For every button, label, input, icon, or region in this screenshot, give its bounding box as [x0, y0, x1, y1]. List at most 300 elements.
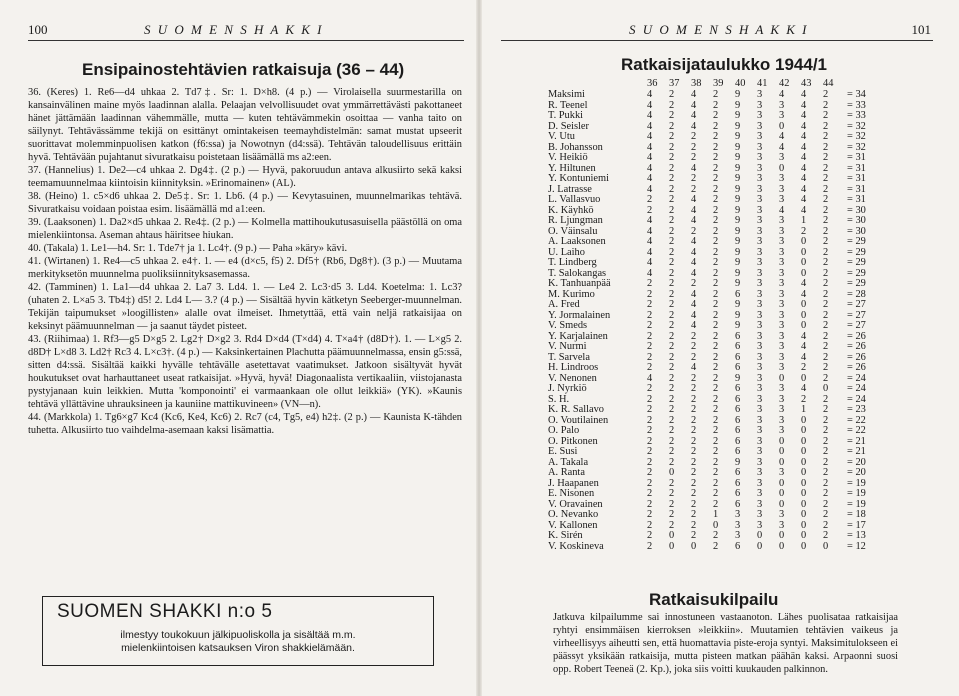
solver-name: J. Haapanen — [548, 477, 599, 489]
score-cell: 2 — [669, 267, 675, 279]
score-total: = 29 — [847, 236, 866, 247]
solver-name: V. Heikiö — [548, 152, 588, 163]
score-cell: 4 — [647, 110, 653, 121]
table-row — [548, 426, 907, 437]
score-cell: 3 — [779, 414, 785, 426]
next-issue-line-1: ilmestyy toukokuun jälkipuoliskolla ja sisältää m.m. — [120, 629, 356, 641]
score-cell: 2 — [691, 152, 697, 163]
score-cell: 2 — [823, 425, 829, 436]
score-cell: 0 — [801, 246, 807, 258]
score-cell: 2 — [647, 456, 653, 468]
score-cell: 2 — [669, 236, 675, 247]
score-cell: 2 — [713, 173, 719, 184]
right-head-title: S U O M E N S H A K K I — [629, 22, 809, 37]
score-cell: 2 — [713, 225, 719, 237]
score-cell: 2 — [713, 257, 719, 268]
score-cell: 2 — [669, 288, 675, 300]
score-cell: 2 — [823, 435, 829, 447]
solver-name: O. Väinsalu — [548, 225, 598, 237]
solution-paragraph: 36. (Keres) 1. Re6—d4 uhkaa 2. Td7‡. Sr: 1. D×h8. (4 p.) — Virolaisella suurmestarilla on kansainvälinen maine myös laadinnan alalla. Pelaajan velvollisuudet ovat ymmärrettävästi pakottaneet hänet jättämään laadinnan vähemmälle, mutta — kuten tehtävämmekin osoittaa — vanha taito on säilynyt. Tehtävässämme tekijä on esittänyt omintakeisen teemayhdistelmän: samat mustat upseerit suorittavat molemminpuolisen katkon (f6:ssa) ja Nowotnyn (d4:ssä). Tehtävän taloudellisuus erittäin hyvä. Tehtävään pujahtanut sivuratkaisu poistetaan lisäämällä ms a2:een. — [28, 87, 462, 163]
score-cell: 0 — [801, 257, 807, 268]
score-cell: 0 — [779, 540, 785, 552]
score-total: = 32 — [847, 141, 866, 153]
score-total: = 20 — [847, 467, 866, 478]
score-cell: 4 — [647, 131, 653, 142]
score-cell: 4 — [691, 204, 697, 216]
score-cell: 2 — [823, 372, 829, 384]
solver-name: H. Lindroos — [548, 362, 599, 373]
score-cell: 2 — [647, 393, 653, 405]
score-total: = 27 — [847, 320, 866, 331]
score-total: = 26 — [847, 330, 866, 342]
score-cell: 9 — [735, 257, 741, 268]
score-cell: 9 — [735, 89, 741, 100]
score-cell: 2 — [669, 131, 675, 142]
score-cell: 2 — [823, 120, 829, 132]
score-cell: 0 — [801, 236, 807, 247]
score-cell: 2 — [823, 330, 829, 342]
score-cell: 2 — [823, 204, 829, 216]
score-cell: 2 — [713, 425, 719, 436]
solver-name: A. Laaksonen — [548, 236, 606, 247]
score-cell: 2 — [669, 425, 675, 436]
score-cell: 2 — [823, 173, 829, 184]
score-cell: 3 — [757, 225, 763, 237]
score-cell: 2 — [713, 330, 719, 342]
score-cell: 0 — [801, 414, 807, 426]
score-cell: 1 — [801, 404, 807, 415]
score-cell: 2 — [823, 362, 829, 373]
table-row — [548, 195, 907, 206]
score-cell: 2 — [713, 309, 719, 321]
score-cell: 3 — [757, 120, 763, 132]
score-cell: 9 — [735, 183, 741, 195]
score-cell: 2 — [823, 131, 829, 142]
score-cell: 0 — [823, 383, 829, 394]
scores-table — [548, 78, 907, 552]
score-cell: 2 — [669, 257, 675, 268]
score-cell: 2 — [823, 456, 829, 468]
score-cell: 9 — [735, 99, 741, 111]
score-cell: 2 — [713, 498, 719, 510]
score-cell: 2 — [669, 194, 675, 205]
solver-name: V. Oravainen — [548, 498, 603, 510]
score-cell: 2 — [713, 162, 719, 174]
score-cell: 9 — [735, 131, 741, 142]
solver-name: U. Laiho — [548, 246, 585, 258]
score-cell: 2 — [713, 446, 719, 457]
score-cell: 3 — [757, 425, 763, 436]
score-cell: 2 — [801, 362, 807, 373]
score-cell: 4 — [647, 162, 653, 174]
solver-name: K. Käyhkö — [548, 204, 594, 216]
table-row — [548, 510, 907, 521]
score-cell: 4 — [801, 288, 807, 300]
score-cell: 2 — [823, 110, 829, 121]
score-cell: 3 — [779, 267, 785, 279]
score-cell: 2 — [669, 309, 675, 321]
left-head-rule — [28, 40, 464, 41]
score-cell: 3 — [779, 425, 785, 436]
score-cell: 2 — [713, 215, 719, 226]
solver-name: S. H. — [548, 393, 570, 405]
score-cell: 2 — [669, 89, 675, 100]
score-cell: 2 — [713, 435, 719, 447]
score-cell: 9 — [735, 278, 741, 289]
score-cell: 6 — [735, 288, 741, 300]
column-header: 40 — [735, 77, 746, 89]
score-cell: 2 — [691, 488, 697, 499]
score-cell: 0 — [757, 530, 763, 541]
table-row — [548, 447, 907, 458]
score-cell: 3 — [757, 141, 763, 153]
score-cell: 0 — [779, 435, 785, 447]
solver-name: E. Susi — [548, 446, 578, 457]
score-total: = 29 — [847, 278, 866, 289]
score-total: = 31 — [847, 162, 866, 174]
score-cell: 2 — [713, 183, 719, 195]
score-cell: 0 — [801, 467, 807, 478]
solution-paragraph: 39. (Laaksonen) 1. Da2×d5 uhkaa 2. Re4‡. (2 p.) — Kolmella mattihoukutusasuisella päästöllä on oma mielenkiintonsa. Aseman ahtaus häiritsee hiukan. — [28, 217, 462, 241]
score-cell: 2 — [669, 372, 675, 384]
score-cell: 2 — [823, 519, 829, 531]
score-cell: 4 — [801, 183, 807, 195]
score-cell: 2 — [691, 509, 697, 520]
score-cell: 2 — [823, 498, 829, 510]
score-cell: 4 — [691, 257, 697, 268]
left-running-head — [28, 22, 462, 40]
score-cell: 1 — [801, 215, 807, 226]
score-cell: 2 — [669, 225, 675, 237]
score-cell: 2 — [713, 414, 719, 426]
score-cell: 1 — [713, 509, 719, 520]
score-cell: 2 — [823, 393, 829, 405]
next-issue-line-2: mielenkiintoisen katsauksen Viron shakkielämään. — [121, 642, 355, 654]
score-cell: 2 — [691, 131, 697, 142]
solver-name: A. Fred — [548, 299, 580, 310]
score-cell: 6 — [735, 488, 741, 499]
score-cell: 0 — [779, 120, 785, 132]
solver-name: J. Latrasse — [548, 183, 592, 195]
score-cell: 0 — [779, 446, 785, 457]
table-row — [548, 174, 907, 185]
score-cell: 3 — [735, 509, 741, 520]
score-cell: 2 — [669, 246, 675, 258]
score-cell: 2 — [713, 351, 719, 363]
score-total: = 29 — [847, 267, 866, 279]
score-cell: 2 — [647, 351, 653, 363]
score-cell: 0 — [779, 372, 785, 384]
solver-name: K. R. Sallavo — [548, 404, 604, 415]
score-cell: 2 — [647, 435, 653, 447]
score-cell: 4 — [801, 89, 807, 100]
score-cell: 2 — [669, 351, 675, 363]
score-cell: 2 — [647, 309, 653, 321]
score-cell: 3 — [779, 383, 785, 394]
score-cell: 0 — [801, 519, 807, 531]
table-row — [548, 132, 907, 143]
score-cell: 2 — [669, 519, 675, 531]
score-cell: 0 — [757, 540, 763, 552]
score-cell: 3 — [757, 446, 763, 457]
score-cell: 2 — [691, 435, 697, 447]
next-issue-title: SUOMEN SHAKKI n:o 5 — [57, 601, 273, 622]
score-cell: 3 — [757, 320, 763, 331]
score-cell: 3 — [757, 414, 763, 426]
score-total: = 19 — [847, 477, 866, 489]
score-cell: 4 — [691, 236, 697, 247]
score-cell: 0 — [801, 309, 807, 321]
table-row — [548, 489, 907, 500]
score-cell: 3 — [779, 320, 785, 331]
score-cell: 2 — [647, 477, 653, 489]
score-cell: 0 — [801, 488, 807, 499]
score-cell: 3 — [757, 131, 763, 142]
solver-name: O. Pitkonen — [548, 435, 598, 447]
solution-paragraph: 44. (Markkola) 1. Tg6×g7 Kc4 (Kc6, Ke4, Kc6) 2. Rc7 (c4, Tg5, e4) h2‡. (2 p.) — Kaunista K-tähden tuhetta. Alkusiirto tuo vaihdelma-asemaan kaksi lisämattia. — [28, 412, 462, 436]
score-cell: 3 — [779, 183, 785, 195]
score-cell: 2 — [713, 477, 719, 489]
score-cell: 2 — [713, 530, 719, 541]
score-cell: 0 — [669, 540, 675, 552]
score-cell: 2 — [647, 299, 653, 310]
solver-name: J. Nyrkiö — [548, 383, 587, 394]
score-cell: 3 — [757, 488, 763, 499]
score-cell: 2 — [669, 435, 675, 447]
score-cell: 2 — [647, 530, 653, 541]
solver-name: A. Takala — [548, 456, 589, 468]
score-cell: 3 — [757, 278, 763, 289]
closing-text: Jatkuva kilpailumme sai innostuneen vastaanoton. Lähes puolisataa ratkaisijaa ryhtyi ensimmäisen kierroksen »leikkiin». Muutamien tehtävien vaikeus ja virheellisyys aiheutti sen, että huomattavia piste-eroja syntyi. Maksimitulokseen ei päässyt yksikään ratkaisija, mutta pisteen matkan päähän kaksi. Arpaonni suosi opp. Robert Teeneä (2. Kp.), joka siis voitti kuukauden palkinnon. — [553, 612, 898, 675]
score-cell: 2 — [647, 498, 653, 510]
score-cell: 2 — [823, 446, 829, 457]
score-cell: 2 — [713, 204, 719, 216]
score-cell: 3 — [757, 267, 763, 279]
score-total: = 22 — [847, 425, 866, 436]
score-cell: 6 — [735, 341, 741, 352]
solver-name: V. Koskineva — [548, 540, 604, 552]
solver-name: V. Smeds — [548, 320, 588, 331]
score-cell: 2 — [823, 351, 829, 363]
score-cell: 2 — [823, 215, 829, 226]
score-cell: 4 — [647, 372, 653, 384]
score-cell: 3 — [757, 299, 763, 310]
score-cell: 2 — [669, 414, 675, 426]
score-cell: 2 — [713, 372, 719, 384]
column-header: 38 — [691, 77, 702, 89]
score-cell: 9 — [735, 194, 741, 205]
score-total: = 24 — [847, 383, 866, 394]
solver-name: B. Johansson — [548, 141, 603, 153]
score-cell: 3 — [779, 509, 785, 520]
solution-paragraph: 38. (Heino) 1. c5×d6 uhkaa 2. De5‡. Sr: 1. Lb6. (4 p.) — Kevytasuinen, muunnelmarikas tehtävä. Sivuratkaisu voidaan poistaa esim. lisäämällä md a1:een. — [28, 191, 462, 215]
score-cell: 4 — [691, 194, 697, 205]
score-cell: 2 — [647, 425, 653, 436]
score-cell: 2 — [713, 152, 719, 163]
table-row — [548, 384, 907, 395]
score-cell: 2 — [647, 320, 653, 331]
score-cell: 2 — [823, 530, 829, 541]
score-cell: 4 — [801, 341, 807, 352]
score-cell: 0 — [823, 540, 829, 552]
solver-name: Y. Kontuniemi — [548, 173, 609, 184]
left-page-number: 100 — [28, 22, 48, 37]
score-cell: 4 — [691, 215, 697, 226]
left-head-title: S U O M E N S H A K K I — [144, 22, 324, 37]
score-cell: 0 — [801, 498, 807, 510]
score-cell: 2 — [823, 477, 829, 489]
score-cell: 4 — [647, 225, 653, 237]
next-issue-text — [43, 629, 433, 655]
score-cell: 6 — [735, 435, 741, 447]
score-cell: 2 — [823, 288, 829, 300]
score-cell: 3 — [757, 152, 763, 163]
score-cell: 2 — [801, 393, 807, 405]
score-cell: 2 — [691, 530, 697, 541]
table-row — [548, 153, 907, 164]
score-cell: 6 — [735, 540, 741, 552]
score-cell: 6 — [735, 467, 741, 478]
column-header: 37 — [669, 77, 680, 89]
score-cell: 2 — [669, 320, 675, 331]
score-cell: 3 — [735, 530, 741, 541]
score-cell: 3 — [757, 288, 763, 300]
score-cell: 3 — [757, 173, 763, 184]
score-cell: 3 — [757, 372, 763, 384]
score-cell: 2 — [823, 414, 829, 426]
score-cell: 2 — [647, 488, 653, 499]
column-header: 39 — [713, 77, 724, 89]
score-total: = 24 — [847, 393, 866, 405]
score-cell: 2 — [647, 383, 653, 394]
score-cell: 4 — [801, 173, 807, 184]
score-cell: 4 — [801, 99, 807, 111]
score-cell: 2 — [691, 141, 697, 153]
score-cell: 2 — [691, 414, 697, 426]
score-cell: 2 — [647, 278, 653, 289]
score-cell: 2 — [669, 362, 675, 373]
table-row — [548, 216, 907, 227]
section-title: Ensipainostehtävien ratkaisuja (36 – 44) — [82, 60, 405, 79]
score-total: = 28 — [847, 288, 866, 300]
closing-title: Ratkaisukilpailu — [649, 590, 779, 609]
solver-name: R. Teenel — [548, 99, 588, 111]
score-cell: 0 — [779, 488, 785, 499]
score-cell: 0 — [801, 456, 807, 468]
score-total: = 21 — [847, 435, 866, 447]
score-cell: 2 — [669, 162, 675, 174]
right-page-number: 101 — [911, 22, 931, 37]
score-cell: 4 — [691, 110, 697, 121]
score-total: = 31 — [847, 173, 866, 184]
score-cell: 3 — [779, 467, 785, 478]
score-cell: 2 — [691, 498, 697, 510]
score-cell: 6 — [735, 404, 741, 415]
score-total: = 21 — [847, 446, 866, 457]
score-total: = 22 — [847, 414, 866, 426]
score-cell: 2 — [823, 467, 829, 478]
score-cell: 4 — [691, 267, 697, 279]
table-row — [548, 321, 907, 332]
score-cell: 3 — [779, 257, 785, 268]
score-cell: 2 — [691, 519, 697, 531]
score-cell: 2 — [669, 299, 675, 310]
score-cell: 2 — [713, 236, 719, 247]
score-cell: 6 — [735, 383, 741, 394]
score-cell: 3 — [757, 89, 763, 100]
score-cell: 0 — [801, 299, 807, 310]
score-cell: 3 — [735, 519, 741, 531]
score-cell: 2 — [713, 288, 719, 300]
score-cell: 2 — [669, 341, 675, 352]
score-cell: 3 — [779, 288, 785, 300]
table-row — [548, 237, 907, 248]
score-cell: 3 — [779, 278, 785, 289]
score-total: = 12 — [847, 540, 866, 552]
score-cell: 2 — [713, 131, 719, 142]
score-cell: 2 — [669, 456, 675, 468]
score-cell: 2 — [713, 540, 719, 552]
score-cell: 9 — [735, 225, 741, 237]
score-cell: 3 — [757, 236, 763, 247]
solver-name: O. Voutilainen — [548, 414, 609, 426]
solver-name: V. Nenonen — [548, 372, 597, 384]
score-cell: 3 — [779, 519, 785, 531]
score-cell: 0 — [779, 477, 785, 489]
score-total: = 34 — [847, 89, 866, 100]
score-cell: 2 — [669, 404, 675, 415]
solver-name: K. Sirén — [548, 530, 583, 541]
right-page — [481, 0, 959, 696]
score-cell: 0 — [779, 498, 785, 510]
score-cell: 3 — [757, 362, 763, 373]
score-cell: 3 — [757, 519, 763, 531]
score-cell: 2 — [647, 288, 653, 300]
solver-name: T. Pukki — [548, 110, 584, 121]
score-cell: 0 — [691, 540, 697, 552]
score-cell: 2 — [713, 141, 719, 153]
score-cell: 0 — [801, 446, 807, 457]
score-cell: 2 — [691, 351, 697, 363]
score-cell: 2 — [691, 477, 697, 489]
solver-name: O. Palo — [548, 425, 580, 436]
score-total: = 19 — [847, 488, 866, 499]
score-cell: 0 — [779, 162, 785, 174]
score-cell: 4 — [691, 288, 697, 300]
score-cell: 4 — [647, 99, 653, 111]
score-cell: 3 — [757, 404, 763, 415]
score-total: = 26 — [847, 362, 866, 373]
score-cell: 2 — [823, 267, 829, 279]
score-cell: 4 — [691, 299, 697, 310]
score-cell: 2 — [713, 267, 719, 279]
score-total: = 32 — [847, 131, 866, 142]
table-row — [548, 542, 907, 553]
score-cell: 4 — [647, 257, 653, 268]
score-cell: 0 — [713, 519, 719, 531]
score-cell: 4 — [779, 131, 785, 142]
score-cell: 2 — [713, 393, 719, 405]
table-row — [548, 342, 907, 353]
score-cell: 2 — [647, 330, 653, 342]
score-cell: 2 — [713, 467, 719, 478]
score-cell: 4 — [647, 267, 653, 279]
score-cell: 9 — [735, 246, 741, 258]
solver-name: A. Ranta — [548, 467, 585, 478]
score-cell: 2 — [691, 278, 697, 289]
score-cell: 4 — [647, 89, 653, 100]
score-cell: 2 — [823, 341, 829, 352]
